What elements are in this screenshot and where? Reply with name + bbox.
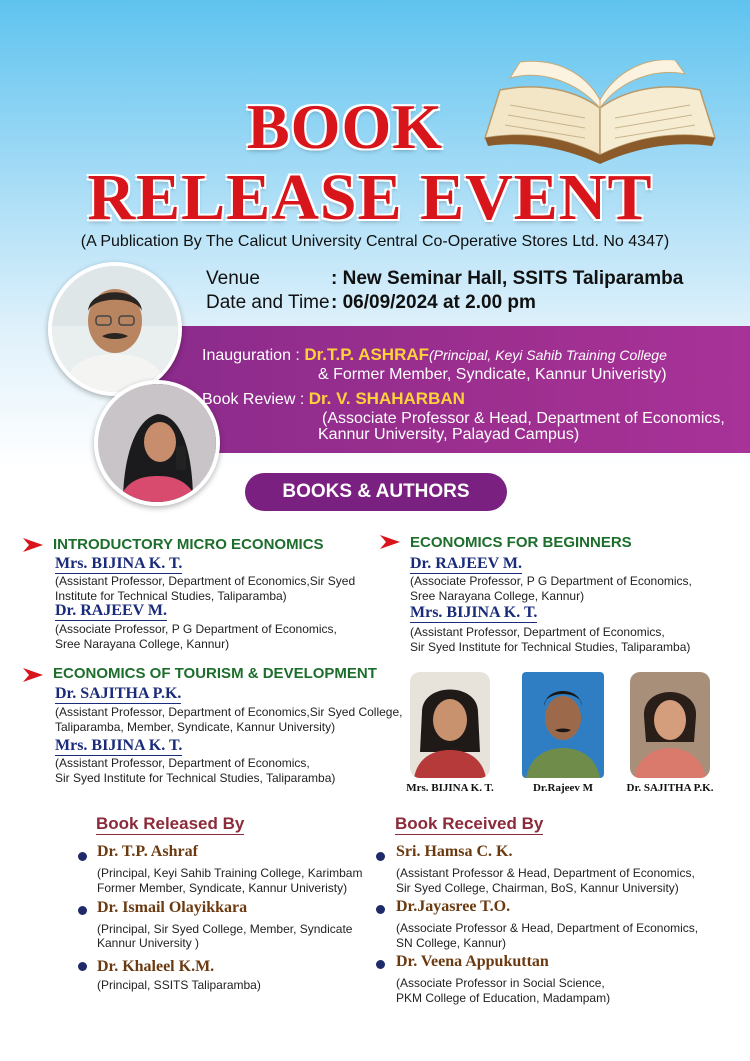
datetime-row: [206, 292, 536, 314]
author-photo-caption-1: Mrs. BIJINA K. T.: [406, 782, 494, 794]
review-line: [202, 389, 750, 409]
review-label: Book Review :: [202, 391, 305, 408]
author-photo-caption-2: Dr.Rajeev M: [532, 782, 594, 794]
book-2-author-1-desc-1: (Associate Professor, P G Department of Economics,: [410, 574, 692, 588]
book-3-author-1-name: Dr. SAJITHA P.K.: [55, 685, 182, 702]
review-name: Dr. V. SHAHARBAN: [308, 389, 465, 408]
author-photo-rajeev: [522, 672, 604, 778]
book-1-author-2-desc-1: (Associate Professor, P G Department of Economics,: [55, 622, 337, 636]
received-by-1-name: Sri. Hamsa C. K.: [396, 843, 513, 860]
bullet-icon: [376, 852, 385, 861]
received-by-2-desc-2: SN College, Kannur): [396, 936, 507, 950]
book-1-author-1-name: Mrs. BIJINA K. T.: [55, 555, 183, 572]
venue-label: Venue: [206, 268, 260, 289]
inauguration-desc-1: (Principal, Keyi Sahib Training College: [429, 347, 667, 363]
venue-value: : New Seminar Hall, SSITS Taliparamba: [331, 268, 684, 289]
book-1-author-2-desc-2: Sree Narayana College, Kannur): [55, 637, 230, 651]
author-photo-sajitha: [630, 672, 710, 778]
inaugurator-photo: [48, 262, 182, 396]
received-by-1-desc-1: (Assistant Professor & Head, Department of Economics,: [396, 866, 695, 880]
book-2-author-1-name: Dr. RAJEEV M.: [410, 555, 523, 572]
bullet-icon: [78, 962, 87, 971]
book-2-author-1-desc-2: Sree Narayana College, Kannur): [410, 589, 585, 603]
received-by-3-desc-2: PKM College of Education, Madampam): [396, 991, 611, 1005]
subtitle: (A Publication By The Calicut University Central Co-Operative Stores Ltd. No 4347): [80, 233, 670, 250]
released-by-1-desc-2: Former Member, Syndicate, Kannur Univeristy): [97, 881, 348, 895]
released-by-1-desc-1: (Principal, Keyi Sahib Training College, Karimbam: [97, 866, 363, 880]
arrow-icon: [23, 668, 43, 682]
book-3-author-2-name: Mrs. BIJINA K. T.: [55, 737, 183, 754]
book-2-title: ECONOMICS FOR BEGINNERS: [410, 534, 632, 551]
released-by-heading: Book Released By: [96, 814, 245, 833]
author-photo-caption-3: Dr. SAJITHA P.K.: [626, 782, 714, 794]
received-by-3-desc-1: (Associate Professor in Social Science,: [396, 976, 605, 990]
bullet-icon: [78, 906, 87, 915]
inauguration-label: Inauguration :: [202, 347, 300, 364]
received-by-heading: Book Received By: [395, 814, 544, 833]
book-3-author-2-desc-1: (Assistant Professor, Department of Economics,: [55, 756, 310, 770]
book-2-author-2-desc-2: Sir Syed Institute for Technical Studies, Taliparamba): [410, 640, 691, 654]
book-3-author-1-desc-2: Taliparamba, Member, Syndicate, Kannur University): [55, 720, 336, 734]
book-2-author-2-desc-1: (Assistant Professor, Department of Economics,: [410, 625, 665, 639]
inauguration-name: Dr.T.P. ASHRAF: [304, 345, 430, 364]
author-photo-bijina: [410, 672, 490, 778]
arrow-icon: [380, 535, 400, 549]
reviewer-photo: [94, 380, 220, 506]
book-1-title: INTRODUCTORY MICRO ECONOMICS: [53, 536, 324, 553]
review-desc-1: (Associate Professor & Head, Department of Economics,: [322, 410, 725, 427]
received-by-3-name: Dr. Veena Appukuttan: [396, 953, 549, 970]
book-3-author-1-desc-1: (Assistant Professor, Department of Economics,Sir Syed College,: [55, 705, 403, 719]
inauguration-line: [202, 345, 750, 365]
title-line-2: RELEASE EVENT: [87, 161, 653, 234]
review-desc-2: Kannur University, Palayad Campus): [318, 426, 580, 443]
book-3-title: ECONOMICS OF TOURISM & DEVELOPMENT: [53, 665, 377, 682]
book-1-author-1-desc-1: (Assistant Professor, Department of Economics,Sir Syed: [55, 574, 356, 588]
title-line-1: BOOK: [246, 91, 444, 162]
bullet-icon: [376, 960, 385, 969]
venue-row: [206, 268, 683, 290]
bullet-icon: [376, 905, 385, 914]
datetime-label: Date and Time: [206, 292, 330, 313]
received-by-1-desc-2: Sir Syed College, Chairman, BoS, Kannur University): [396, 881, 679, 895]
received-by-2-name: Dr.Jayasree T.O.: [396, 898, 511, 915]
released-by-1-name: Dr. T.P. Ashraf: [97, 843, 198, 860]
arrow-icon: [23, 538, 43, 552]
released-by-3-name: Dr. Khaleel K.M.: [97, 958, 215, 975]
released-by-3-desc-1: (Principal, SSITS Taliparamba): [97, 978, 261, 992]
bullet-icon: [78, 852, 87, 861]
released-by-2-desc-1: (Principal, Sir Syed College, Member, Syndicate: [97, 922, 353, 936]
book-2-author-2-name: Mrs. BIJINA K. T.: [410, 604, 538, 621]
released-by-2-desc-2: Kannur University ): [97, 936, 200, 950]
book-1-author-2-name: Dr. RAJEEV M.: [55, 602, 168, 619]
books-authors-heading: BOOKS & AUTHORS: [245, 473, 507, 511]
released-by-2-name: Dr. Ismail Olayikkara: [97, 899, 248, 916]
inauguration-desc-2: & Former Member, Syndicate, Kannur Univeristy): [318, 366, 667, 383]
book-1-author-1-desc-2: Institute for Technical Studies, Taliparamba): [55, 589, 287, 603]
book-3-author-2-desc-2: Sir Syed Institute for Technical Studies, Taliparamba): [55, 771, 336, 785]
datetime-value: : 06/09/2024 at 2.00 pm: [331, 292, 536, 313]
received-by-2-desc-1: (Associate Professor & Head, Department of Economics,: [396, 921, 699, 935]
